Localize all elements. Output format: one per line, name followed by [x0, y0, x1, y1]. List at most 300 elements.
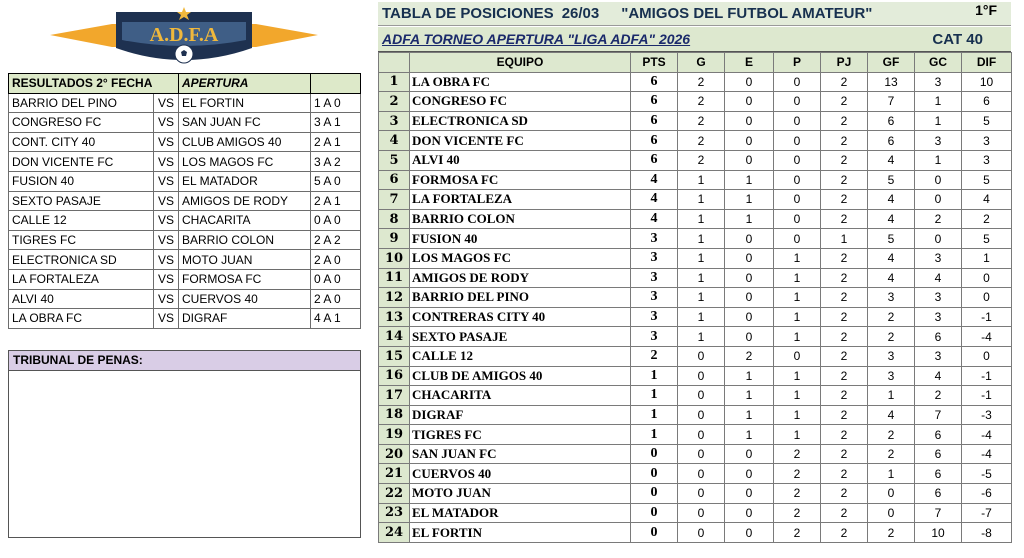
cell-team: CONTRERAS CITY 40: [410, 307, 631, 327]
standings-header-row: [379, 53, 1012, 73]
result-row: [9, 289, 361, 309]
standings-row: [379, 72, 1012, 92]
cell-drawn: 1: [725, 170, 774, 190]
cell-points: 3: [631, 268, 678, 288]
cell-goal-difference: 3: [962, 150, 1012, 170]
division-label: 1°F: [975, 2, 997, 18]
cell-team: BARRIO COLON: [410, 209, 631, 229]
cell-points: 0: [631, 523, 678, 543]
result-home-team: ALVI 40: [9, 289, 154, 309]
cell-won: 0: [678, 484, 725, 504]
cell-lost: 2: [774, 503, 821, 523]
cell-goal-difference: 0: [962, 346, 1012, 366]
tribunal-title: TRIBUNAL DE PENAS:: [9, 351, 360, 371]
cell-points: 6: [631, 150, 678, 170]
cell-position: 8: [379, 209, 410, 229]
cell-drawn: 0: [725, 150, 774, 170]
cell-points: 0: [631, 484, 678, 504]
cell-won: 1: [678, 229, 725, 249]
result-row: [9, 171, 361, 191]
cell-goals-for: 2: [868, 444, 915, 464]
cell-position: 15: [379, 346, 410, 366]
standings-row: [379, 307, 1012, 327]
cell-points: 0: [631, 444, 678, 464]
result-row: [9, 211, 361, 231]
cell-points: 6: [631, 72, 678, 92]
cell-played: 2: [821, 386, 868, 406]
cell-points: 4: [631, 170, 678, 190]
cell-goals-for: 13: [868, 72, 915, 92]
cell-goals-for: 1: [868, 464, 915, 484]
cell-goals-for: 6: [868, 131, 915, 151]
cell-points: 1: [631, 386, 678, 406]
cell-won: 0: [678, 366, 725, 386]
standings-row: [379, 484, 1012, 504]
cell-lost: 0: [774, 111, 821, 131]
cell-team: AMIGOS DE RODY: [410, 268, 631, 288]
result-score: 0 A 0: [311, 269, 361, 289]
cell-position: 18: [379, 405, 410, 425]
cell-played: 2: [821, 464, 868, 484]
cell-position: 14: [379, 327, 410, 347]
cell-goals-for: 2: [868, 425, 915, 445]
cell-drawn: 0: [725, 111, 774, 131]
result-row: [9, 113, 361, 133]
cell-drawn: 0: [725, 229, 774, 249]
result-vs: VS: [154, 309, 179, 329]
result-vs: VS: [154, 269, 179, 289]
result-vs: VS: [154, 152, 179, 172]
result-vs: VS: [154, 132, 179, 152]
cell-position: 20: [379, 444, 410, 464]
column-header-points: PTS: [631, 53, 678, 73]
result-row: [9, 309, 361, 329]
standings-row: [379, 111, 1012, 131]
cell-drawn: 0: [725, 131, 774, 151]
result-away-team: MOTO JUAN: [179, 250, 311, 270]
cell-position: 11: [379, 268, 410, 288]
cell-position: 9: [379, 229, 410, 249]
column-header-goals-against: GC: [915, 53, 962, 73]
result-score: 0 A 0: [311, 211, 361, 231]
cell-won: 0: [678, 503, 725, 523]
cell-position: 12: [379, 288, 410, 308]
result-away-team: FORMOSA FC: [179, 269, 311, 289]
cell-won: 1: [678, 170, 725, 190]
cell-position: 16: [379, 366, 410, 386]
cell-goals-against: 3: [915, 248, 962, 268]
result-row: [9, 132, 361, 152]
cell-team: CUERVOS 40: [410, 464, 631, 484]
cell-goals-for: 4: [868, 268, 915, 288]
cell-played: 2: [821, 150, 868, 170]
cell-lost: 0: [774, 229, 821, 249]
cell-points: 6: [631, 92, 678, 112]
result-home-team: CALLE 12: [9, 211, 154, 231]
cell-won: 1: [678, 307, 725, 327]
result-row: [9, 93, 361, 113]
cell-position: 13: [379, 307, 410, 327]
cell-drawn: 1: [725, 209, 774, 229]
cell-team: FORMOSA FC: [410, 170, 631, 190]
cell-drawn: 1: [725, 425, 774, 445]
standings-row: [379, 503, 1012, 523]
cell-goal-difference: 6: [962, 92, 1012, 112]
cell-goals-against: 6: [915, 444, 962, 464]
cell-position: 24: [379, 523, 410, 543]
cell-lost: 0: [774, 150, 821, 170]
cell-goal-difference: 0: [962, 268, 1012, 288]
column-header-played: PJ: [821, 53, 868, 73]
cell-team: DON VICENTE FC: [410, 131, 631, 151]
cell-won: 2: [678, 131, 725, 151]
cell-lost: 1: [774, 425, 821, 445]
cell-goals-for: 4: [868, 150, 915, 170]
cell-won: 0: [678, 444, 725, 464]
cell-goals-against: 1: [915, 92, 962, 112]
cell-goals-for: 0: [868, 503, 915, 523]
cell-points: 2: [631, 346, 678, 366]
cell-team: EL FORTIN: [410, 523, 631, 543]
cell-won: 0: [678, 523, 725, 543]
cell-played: 2: [821, 170, 868, 190]
result-score: 4 A 1: [311, 309, 361, 329]
cell-points: 4: [631, 209, 678, 229]
standings-row: [379, 190, 1012, 210]
cell-goal-difference: 5: [962, 170, 1012, 190]
cell-points: 1: [631, 405, 678, 425]
cell-played: 2: [821, 307, 868, 327]
result-row: [9, 191, 361, 211]
cell-points: 3: [631, 307, 678, 327]
cell-goals-for: 3: [868, 288, 915, 308]
cell-won: 2: [678, 72, 725, 92]
cell-points: 3: [631, 288, 678, 308]
cell-lost: 2: [774, 464, 821, 484]
cell-goals-for: 5: [868, 170, 915, 190]
cell-won: 1: [678, 209, 725, 229]
cell-drawn: 0: [725, 523, 774, 543]
tournament-name: ADFA TORNEO APERTURA "LIGA ADFA" 2026: [382, 31, 691, 47]
cell-position: 4: [379, 131, 410, 151]
cell-won: 2: [678, 111, 725, 131]
standings-row: [379, 229, 1012, 249]
cell-goals-against: 6: [915, 425, 962, 445]
cell-won: 1: [678, 327, 725, 347]
cell-won: 0: [678, 346, 725, 366]
result-vs: VS: [154, 250, 179, 270]
cell-goals-for: 7: [868, 92, 915, 112]
column-header-team: EQUIPO: [410, 53, 631, 73]
standings-title: [382, 5, 872, 22]
results-header-empty: [311, 74, 361, 94]
result-away-team: CHACARITA: [179, 211, 311, 231]
standings-title-text: TABLA DE POSICIONES: [382, 5, 554, 22]
result-home-team: SEXTO PASAJE: [9, 191, 154, 211]
standings-subtitle-bar: [378, 27, 1011, 52]
result-home-team: BARRIO DEL PINO: [9, 93, 154, 113]
result-vs: VS: [154, 230, 179, 250]
cell-goal-difference: 1: [962, 248, 1012, 268]
result-away-team: CUERVOS 40: [179, 289, 311, 309]
cell-goals-against: 0: [915, 229, 962, 249]
cell-won: 1: [678, 288, 725, 308]
cell-goal-difference: -6: [962, 484, 1012, 504]
cell-lost: 0: [774, 209, 821, 229]
cell-goals-against: 4: [915, 268, 962, 288]
cell-goal-difference: -5: [962, 464, 1012, 484]
cell-played: 2: [821, 288, 868, 308]
result-away-team: EL FORTIN: [179, 93, 311, 113]
column-header-won: G: [678, 53, 725, 73]
cell-won: 2: [678, 92, 725, 112]
cell-goals-against: 3: [915, 288, 962, 308]
cell-goals-for: 1: [868, 386, 915, 406]
cell-position: 7: [379, 190, 410, 210]
cell-played: 2: [821, 346, 868, 366]
cell-drawn: 0: [725, 288, 774, 308]
standings-row: [379, 346, 1012, 366]
standings-row: [379, 248, 1012, 268]
column-header-goals-for: GF: [868, 53, 915, 73]
cell-points: 0: [631, 503, 678, 523]
category-label: CAT 40: [932, 31, 983, 48]
result-score: 2 A 1: [311, 132, 361, 152]
cell-played: 2: [821, 209, 868, 229]
cell-points: 6: [631, 111, 678, 131]
result-score: 1 A 0: [311, 93, 361, 113]
cell-goal-difference: -1: [962, 366, 1012, 386]
result-score: 5 A 0: [311, 171, 361, 191]
cell-goal-difference: 0: [962, 288, 1012, 308]
cell-goals-against: 10: [915, 523, 962, 543]
result-score: 2 A 1: [311, 191, 361, 211]
cell-goals-against: 0: [915, 190, 962, 210]
cell-goal-difference: -3: [962, 405, 1012, 425]
cell-goals-for: 2: [868, 523, 915, 543]
standings-row: [379, 366, 1012, 386]
standings-row: [379, 131, 1012, 151]
cell-won: 0: [678, 425, 725, 445]
results-title: RESULTADOS 2° FECHA: [9, 74, 179, 94]
cell-played: 2: [821, 248, 868, 268]
cell-goals-for: 3: [868, 346, 915, 366]
standings-row: [379, 523, 1012, 543]
result-vs: VS: [154, 211, 179, 231]
cell-goals-for: 6: [868, 111, 915, 131]
cell-team: TIGRES FC: [410, 425, 631, 445]
cell-drawn: 1: [725, 366, 774, 386]
cell-team: EL MATADOR: [410, 503, 631, 523]
cell-team: ALVI 40: [410, 150, 631, 170]
cell-team: DIGRAF: [410, 405, 631, 425]
cell-goals-for: 4: [868, 209, 915, 229]
cell-team: LA FORTALEZA: [410, 190, 631, 210]
result-away-team: EL MATADOR: [179, 171, 311, 191]
result-away-team: DIGRAF: [179, 309, 311, 329]
cell-team: MOTO JUAN: [410, 484, 631, 504]
cell-drawn: 0: [725, 484, 774, 504]
result-score: 3 A 1: [311, 113, 361, 133]
cell-played: 2: [821, 444, 868, 464]
cell-lost: 2: [774, 523, 821, 543]
cell-lost: 2: [774, 484, 821, 504]
standings-row: [379, 150, 1012, 170]
cell-goal-difference: 10: [962, 72, 1012, 92]
results-header-row: [9, 74, 361, 94]
result-away-team: CLUB AMIGOS 40: [179, 132, 311, 152]
result-vs: VS: [154, 93, 179, 113]
cell-team: CALLE 12: [410, 346, 631, 366]
cell-played: 2: [821, 190, 868, 210]
cell-goal-difference: -8: [962, 523, 1012, 543]
cell-played: 2: [821, 111, 868, 131]
cell-drawn: 0: [725, 327, 774, 347]
cell-played: 2: [821, 405, 868, 425]
cell-goal-difference: 3: [962, 131, 1012, 151]
cell-points: 3: [631, 229, 678, 249]
cell-team: CONGRESO FC: [410, 92, 631, 112]
standings-row: [379, 268, 1012, 288]
cell-team: SAN JUAN FC: [410, 444, 631, 464]
cell-goals-against: 6: [915, 464, 962, 484]
cell-played: 2: [821, 327, 868, 347]
cell-goals-against: 2: [915, 209, 962, 229]
cell-goals-against: 0: [915, 170, 962, 190]
standings-row: [379, 444, 1012, 464]
standings-row: [379, 464, 1012, 484]
cell-goals-against: 4: [915, 366, 962, 386]
cell-played: 2: [821, 92, 868, 112]
cell-won: 1: [678, 248, 725, 268]
cell-position: 21: [379, 464, 410, 484]
cell-points: 3: [631, 327, 678, 347]
cell-goal-difference: -4: [962, 327, 1012, 347]
result-vs: VS: [154, 171, 179, 191]
cell-position: 5: [379, 150, 410, 170]
cell-goals-against: 1: [915, 111, 962, 131]
result-row: [9, 230, 361, 250]
cell-goals-against: 3: [915, 307, 962, 327]
cell-goals-for: 2: [868, 307, 915, 327]
standings-row: [379, 405, 1012, 425]
cell-lost: 1: [774, 307, 821, 327]
standings-title-bar: [378, 2, 1011, 26]
column-header-position: [379, 53, 410, 73]
cell-drawn: 0: [725, 307, 774, 327]
cell-goal-difference: 2: [962, 209, 1012, 229]
cell-goals-against: 6: [915, 484, 962, 504]
result-home-team: CONGRESO FC: [9, 113, 154, 133]
cell-lost: 0: [774, 131, 821, 151]
result-home-team: TIGRES FC: [9, 230, 154, 250]
cell-team: FUSION 40: [410, 229, 631, 249]
cell-goal-difference: 4: [962, 190, 1012, 210]
result-away-team: BARRIO COLON: [179, 230, 311, 250]
result-home-team: CONT. CITY 40: [9, 132, 154, 152]
cell-won: 1: [678, 268, 725, 288]
cell-goals-against: 3: [915, 131, 962, 151]
tribunal-panel: [8, 350, 361, 538]
standings-table: [378, 52, 1012, 543]
results-phase: APERTURA: [179, 74, 311, 94]
result-score: 2 A 0: [311, 250, 361, 270]
cell-team: LOS MAGOS FC: [410, 248, 631, 268]
cell-played: 2: [821, 503, 868, 523]
league-name: "AMIGOS DEL FUTBOL AMATEUR": [621, 5, 873, 22]
cell-goal-difference: -1: [962, 307, 1012, 327]
cell-team: ELECTRONICA SD: [410, 111, 631, 131]
cell-won: 1: [678, 190, 725, 210]
column-header-goal-difference: DIF: [962, 53, 1012, 73]
cell-played: 2: [821, 366, 868, 386]
results-table: [8, 73, 361, 329]
cell-drawn: 0: [725, 464, 774, 484]
cell-drawn: 2: [725, 346, 774, 366]
cell-goals-for: 3: [868, 366, 915, 386]
cell-position: 22: [379, 484, 410, 504]
cell-goal-difference: 5: [962, 111, 1012, 131]
cell-played: 2: [821, 268, 868, 288]
cell-team: CHACARITA: [410, 386, 631, 406]
cell-lost: 1: [774, 366, 821, 386]
cell-lost: 0: [774, 92, 821, 112]
standings-row: [379, 209, 1012, 229]
standings-row: [379, 288, 1012, 308]
cell-drawn: 0: [725, 72, 774, 92]
cell-played: 2: [821, 484, 868, 504]
cell-won: 0: [678, 386, 725, 406]
cell-played: 2: [821, 425, 868, 445]
standings-row: [379, 170, 1012, 190]
result-score: 2 A 2: [311, 230, 361, 250]
column-header-lost: P: [774, 53, 821, 73]
cell-goals-for: 0: [868, 484, 915, 504]
cell-points: 3: [631, 248, 678, 268]
cell-goal-difference: -4: [962, 444, 1012, 464]
cell-points: 6: [631, 131, 678, 151]
cell-drawn: 0: [725, 248, 774, 268]
cell-points: 0: [631, 464, 678, 484]
logo-text: A.D.F.A: [149, 24, 219, 46]
cell-drawn: 1: [725, 386, 774, 406]
column-header-drawn: E: [725, 53, 774, 73]
result-away-team: AMIGOS DE RODY: [179, 191, 311, 211]
cell-drawn: 0: [725, 268, 774, 288]
result-home-team: DON VICENTE FC: [9, 152, 154, 172]
cell-goals-against: 7: [915, 405, 962, 425]
cell-team: CLUB DE AMIGOS 40: [410, 366, 631, 386]
result-away-team: LOS MAGOS FC: [179, 152, 311, 172]
cell-goals-against: 1: [915, 150, 962, 170]
standings-row: [379, 425, 1012, 445]
result-vs: VS: [154, 289, 179, 309]
cell-drawn: 0: [725, 503, 774, 523]
cell-position: 19: [379, 425, 410, 445]
cell-goals-against: 2: [915, 386, 962, 406]
cell-position: 1: [379, 72, 410, 92]
result-vs: VS: [154, 191, 179, 211]
cell-lost: 1: [774, 248, 821, 268]
cell-drawn: 0: [725, 444, 774, 464]
result-score: 3 A 2: [311, 152, 361, 172]
result-row: [9, 269, 361, 289]
cell-lost: 1: [774, 327, 821, 347]
cell-lost: 1: [774, 386, 821, 406]
cell-drawn: 1: [725, 190, 774, 210]
cell-goal-difference: -4: [962, 425, 1012, 445]
cell-goal-difference: -1: [962, 386, 1012, 406]
